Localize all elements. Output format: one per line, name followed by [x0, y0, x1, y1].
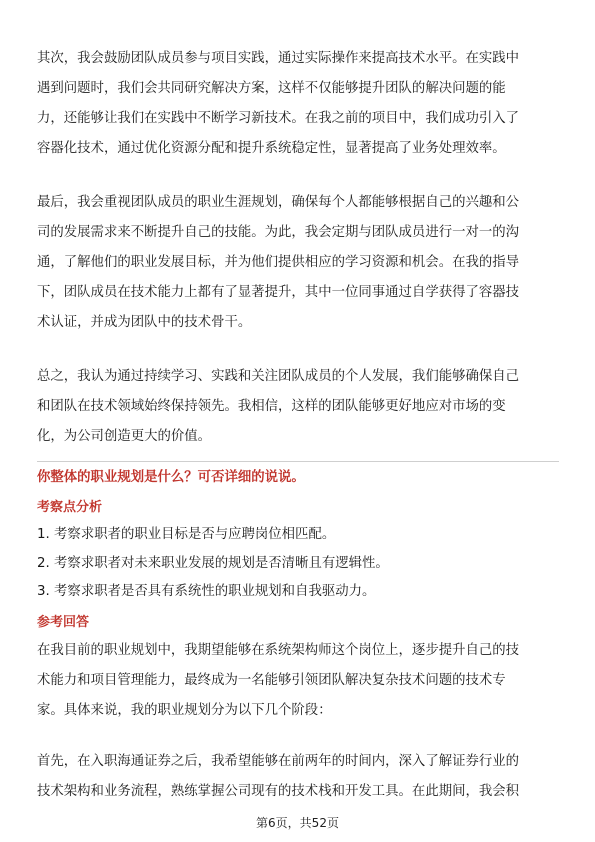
analysis-heading: 考察点分析	[37, 500, 103, 515]
text-line: 通，了解他们的职业发展目标，并为他们提供相应的学习资源和机会。在我的指导	[37, 255, 520, 270]
text-line: 力，还能够让我们在实践中不断学习新技术。在我之前的项目中，我们成功引入了	[37, 111, 520, 126]
text-line: 术认证，并成为团队中的技术骨干。	[37, 315, 252, 330]
paragraph-team-practice	[37, 44, 559, 164]
paragraph-career-planning	[37, 188, 559, 338]
page-number: 第6页，共52页	[256, 816, 339, 830]
text-line: 家。具体来说，我的职业规划分为以下几个阶段：	[37, 702, 332, 718]
text-line: 术能力和项目管理能力，最终成为一名能够引领团队解决复杂技术问题的技术专	[37, 672, 506, 688]
section-divider	[37, 461, 559, 462]
list-item: 3. 考察求职者是否具有系统性的职业规划和自我驱动力。	[37, 584, 376, 599]
question-heading: 你整体的职业规划是什么？可否详细的说说。	[37, 470, 305, 485]
text-line: 和团队在技术领域始终保持领先。我相信，这样的团队能够更好地应对市场的变	[37, 399, 506, 414]
paragraph-answer-stage1	[37, 747, 559, 807]
paragraph-summary	[37, 362, 559, 452]
text-line: 化，为公司创造更大的价值。	[37, 429, 212, 444]
text-line: 司的发展需求来不断提升自己的技能。为此，我会定期与团队成员进行一对一的沟	[37, 225, 520, 240]
page-content	[37, 44, 559, 807]
list-item: 2. 考察求职者对未来职业发展的规划是否清晰且有逻辑性。	[37, 555, 389, 571]
text-line: 在我目前的职业规划中，我期望能够在系统架构师这个岗位上，逐步提升自己的技	[37, 642, 520, 658]
text-line: 遇到问题时，我们会共同研究解决方案，这样不仅能够提升团队的解决问题的能	[37, 81, 506, 96]
text-line: 总之，我认为通过持续学习、实践和关注团队成员的个人发展，我们能够确保自己	[37, 369, 520, 384]
analysis-list	[37, 521, 559, 607]
text-line: 下，团队成员在技术能力上都有了显著提升，其中一位同事通过自学获得了容器技	[37, 285, 520, 300]
text-line: 技术架构和业务流程，熟练掌握公司现有的技术栈和开发工具。在此期间，我会积	[37, 783, 520, 799]
answer-heading: 参考回答	[37, 614, 90, 630]
text-line: 最后，我会重视团队成员的职业生涯规划，确保每个人都能够根据自己的兴趣和公	[37, 195, 520, 210]
text-line: 其次，我会鼓励团队成员参与项目实践，通过实际操作来提高技术水平。在实践中	[37, 51, 520, 66]
text-line: 容器化技术，通过优化资源分配和提升系统稳定性，显著提高了业务处理效率。	[37, 141, 506, 156]
list-item: 1. 考察求职者的职业目标是否与应聘岗位相匹配。	[37, 527, 336, 542]
text-line: 首先，在入职海通证券之后，我希望能够在前两年的时间内，深入了解证券行业的	[37, 753, 520, 769]
paragraph-answer-intro	[37, 636, 559, 726]
